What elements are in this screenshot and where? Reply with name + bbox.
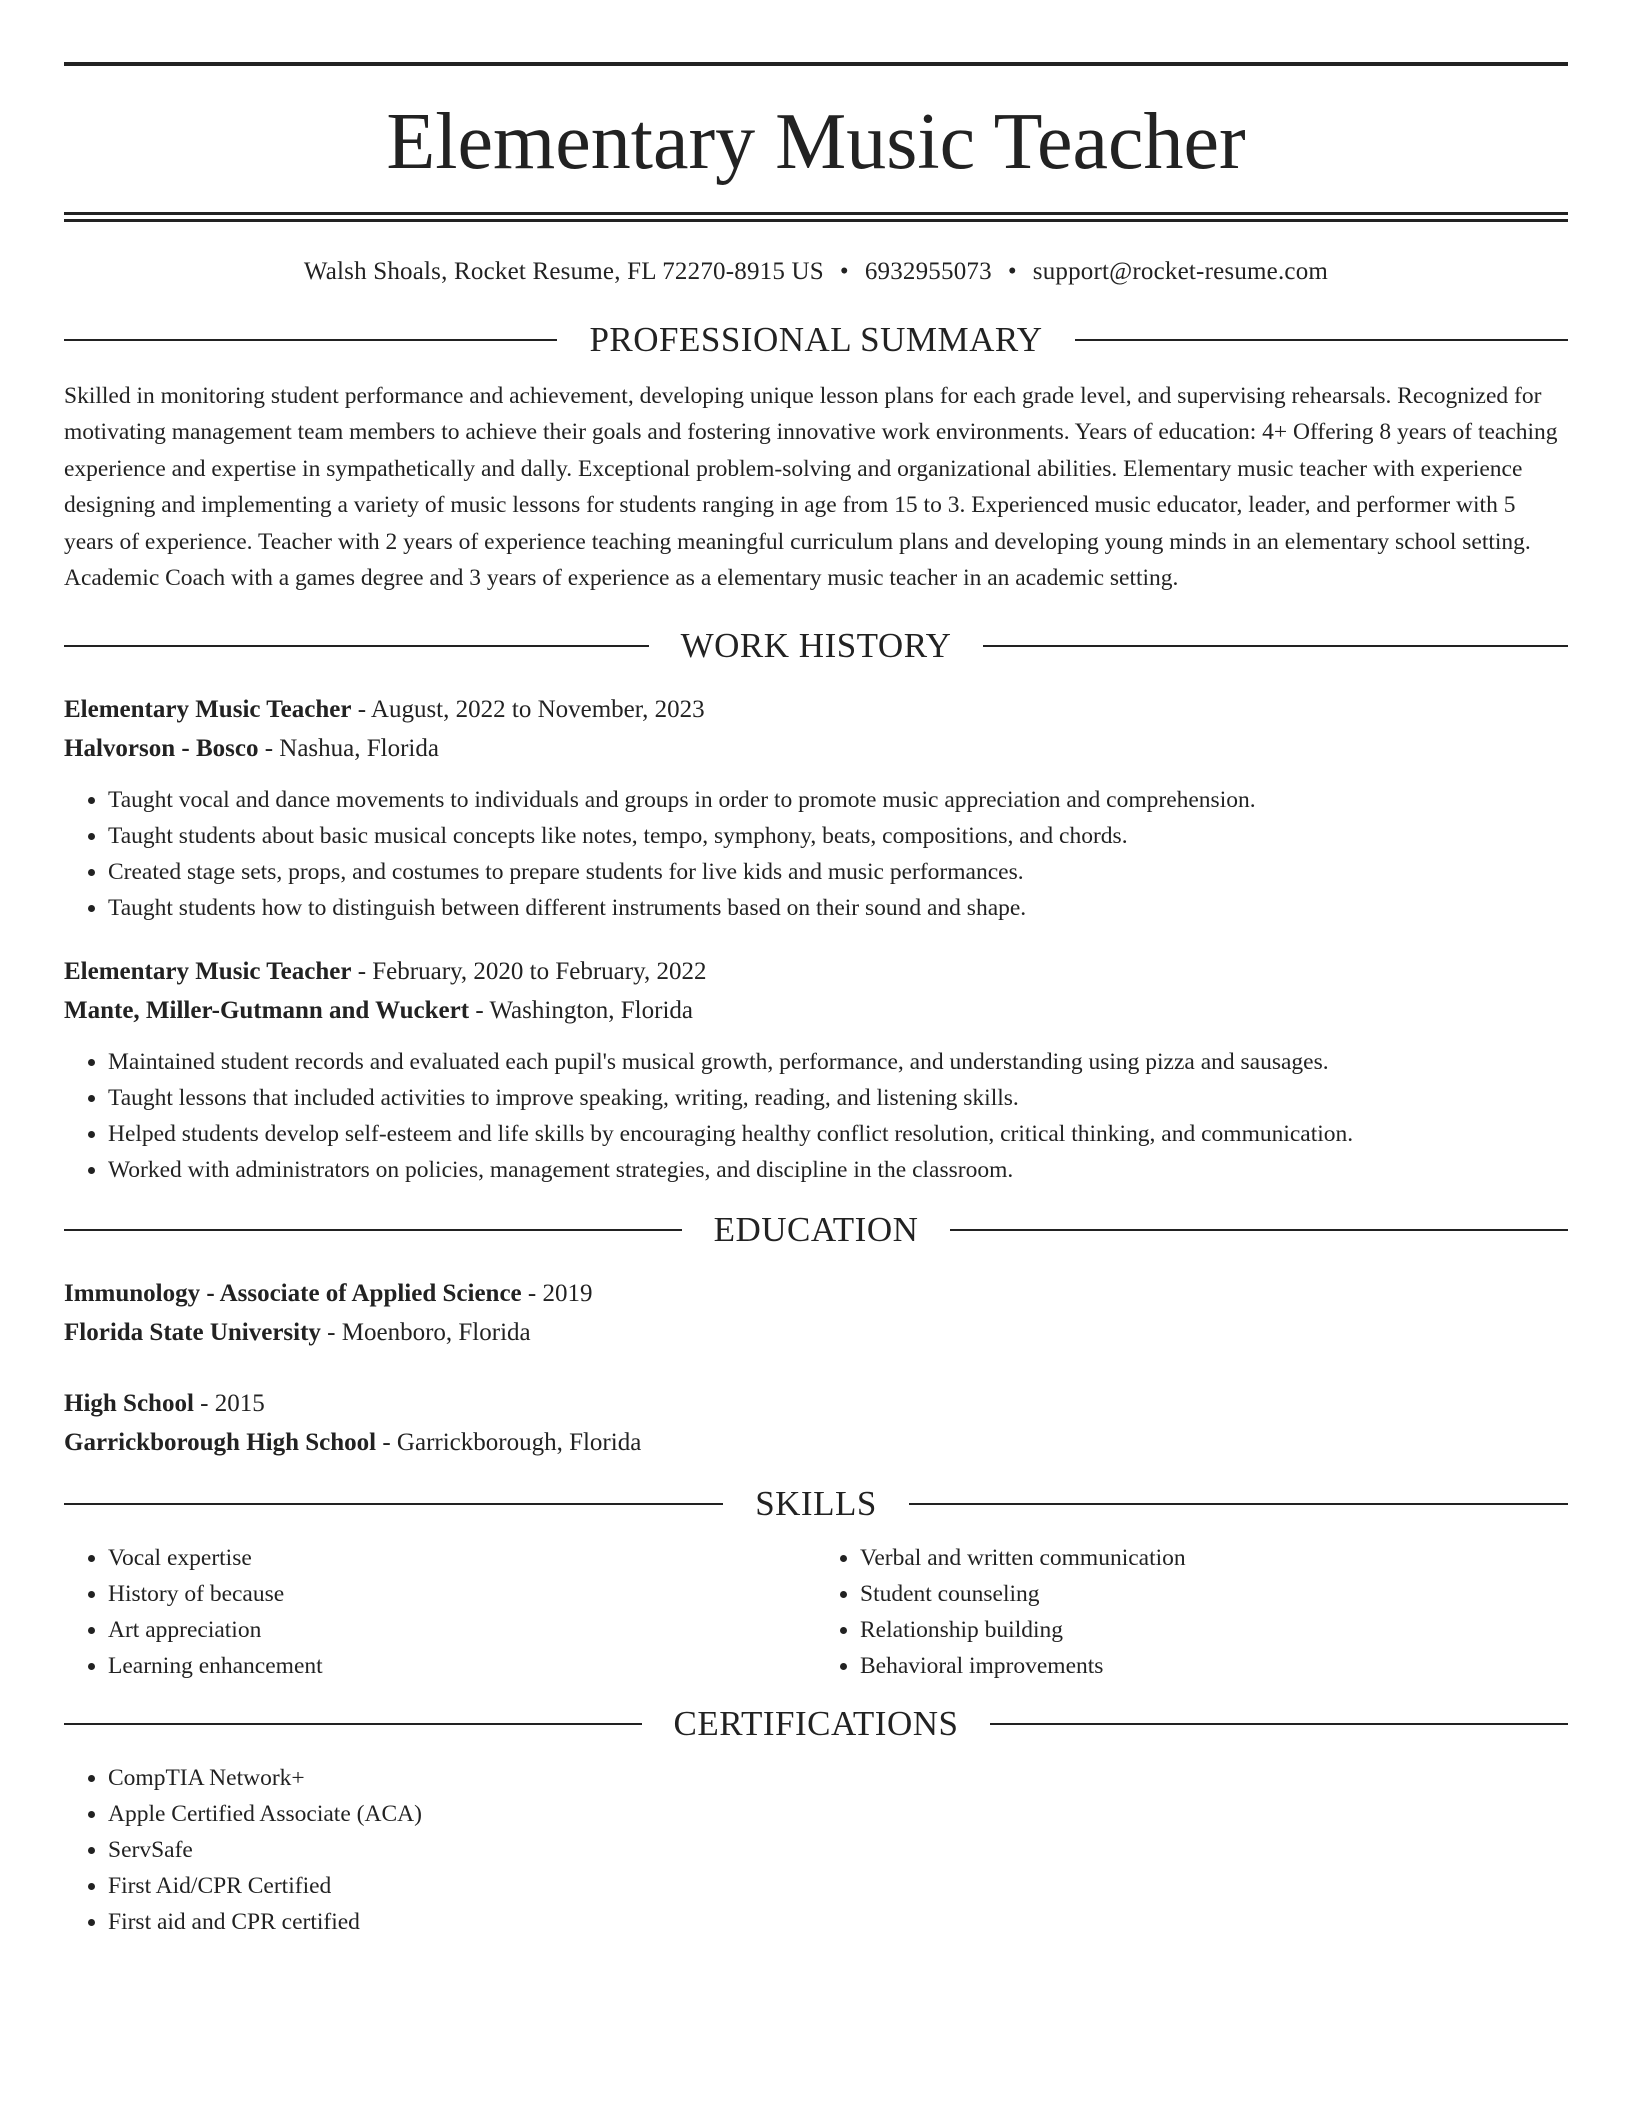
degree-year: - 2019	[521, 1280, 593, 1308]
section-title: SKILLS	[755, 1484, 877, 1524]
page-title: Elementary Music Teacher	[386, 98, 1246, 186]
job-title-line	[64, 952, 1568, 991]
list-item: • Art appreciation	[108, 1612, 816, 1648]
list-item: • Student counseling	[860, 1576, 1568, 1612]
job-title: Elementary Music Teacher	[64, 696, 352, 724]
job-company: Halvorson - Bosco	[64, 735, 259, 763]
list-item: • First aid and CPR certified	[108, 1904, 1568, 1940]
education-entry	[64, 1384, 1568, 1462]
heading-rule	[64, 645, 649, 647]
heading-rule	[950, 1229, 1568, 1231]
job-title: Elementary Music Teacher	[64, 958, 352, 986]
list-item: • Taught students about basic musical concepts like notes, tempo, symphony, beats, compositions, and chords.	[108, 818, 1568, 854]
degree-line	[64, 1384, 1568, 1423]
list-item: • Helped students develop self-esteem and life skills by encouraging healthy conflict resolution, critical thinking, and communication.	[108, 1116, 1568, 1152]
job-company-line	[64, 991, 1568, 1030]
list-item: • Taught lessons that included activities to improve speaking, writing, reading, and listening skills.	[108, 1080, 1568, 1116]
skills-left-column	[64, 1540, 816, 1684]
list-item: • Taught students how to distinguish between different instruments based on their sound and shape.	[108, 890, 1568, 926]
heading-rule	[64, 1723, 642, 1725]
degree-year: - 2015	[193, 1390, 265, 1418]
heading-rule	[909, 1503, 1568, 1505]
list-item: • Apple Certified Associate (ACA)	[108, 1796, 1568, 1832]
top-rule	[64, 62, 1568, 66]
job-dates: - August, 2022 to November, 2023	[351, 696, 705, 724]
school-line	[64, 1313, 1568, 1352]
job-bullets	[64, 782, 1568, 926]
certifications-section-heading	[64, 1704, 1568, 1744]
heading-rule	[64, 1503, 723, 1505]
contact-separator: •	[839, 258, 849, 285]
school-line	[64, 1423, 1568, 1462]
contact-line	[64, 258, 1568, 286]
title-double-rule	[64, 212, 1568, 222]
job-title-line	[64, 690, 1568, 729]
phone-text: 6932955073	[864, 258, 992, 285]
school-name: Garrickborough High School	[64, 1429, 377, 1457]
skills-columns	[64, 1540, 1568, 1684]
list-item: • Behavioral improvements	[860, 1648, 1568, 1684]
work-section-heading	[64, 626, 1568, 666]
education-entry	[64, 1274, 1568, 1352]
list-item: • Worked with administrators on policies, management strategies, and discipline in the classroom.	[108, 1152, 1568, 1188]
heading-rule	[983, 645, 1568, 647]
list-item: • ServSafe	[108, 1832, 1568, 1868]
list-item: • CompTIA Network+	[108, 1760, 1568, 1796]
email-link[interactable]: support@rocket-resume.com	[1032, 258, 1329, 285]
summary-text: Skilled in monitoring student performance and achievement, developing unique lesson plans for each grade level, and supervising rehearsals. Recognized for motivating management team members to achieve their goals and fostering innovative work environments. Years of education: 4+ Offering 8 years of teaching experience and expertise in sympathetically and dally. Exceptional problem-solving and organizational abilities. Elementary music teacher with experience designing and implementing a variety of music lessons for students ranging in age from 15 to 3. Experienced music educator, leader, and performer with 5 years of experience. Teacher with 2 years of experience teaching meaningful curriculum plans and developing young minds in an elementary school setting. Academic Coach with a games degree and 3 years of experience as a elementary music teacher in an academic setting.	[64, 383, 1558, 592]
list-item: • Maintained student records and evaluated each pupil's musical growth, performance, and understanding using pizza and sausages.	[108, 1044, 1568, 1080]
job-company-line	[64, 729, 1568, 768]
job-dates: - February, 2020 to February, 2022	[351, 958, 707, 986]
list-item: • Relationship building	[860, 1612, 1568, 1648]
heading-rule	[64, 1229, 682, 1231]
section-title: CERTIFICATIONS	[673, 1704, 959, 1744]
job-location: - Nashua, Florida	[258, 735, 439, 763]
school-name: Florida State University	[64, 1319, 321, 1347]
list-item: • Taught vocal and dance movements to individuals and groups in order to promote music appreciation and comprehension.	[108, 782, 1568, 818]
certifications-list	[64, 1760, 1568, 1940]
contact-separator: •	[1007, 258, 1017, 285]
job-bullets	[64, 1044, 1568, 1188]
section-title: PROFESSIONAL SUMMARY	[589, 320, 1043, 359]
section-title: WORK HISTORY	[680, 626, 952, 666]
job-company: Mante, Miller-Gutmann and Wuckert	[64, 997, 470, 1025]
summary-section-heading	[64, 320, 1568, 360]
job-entry	[64, 690, 1568, 926]
degree-line	[64, 1274, 1568, 1313]
section-title: EDUCATION	[713, 1210, 919, 1250]
school-location: - Garrickborough, Florida	[376, 1429, 642, 1457]
list-item: • Created stage sets, props, and costumes to prepare students for live kids and music performances.	[108, 854, 1568, 890]
degree-name: Immunology - Associate of Applied Science	[64, 1280, 522, 1308]
school-location: - Moenboro, Florida	[320, 1319, 531, 1347]
job-entry	[64, 952, 1568, 1188]
list-item: • Learning enhancement	[108, 1648, 816, 1684]
list-item: • History of because	[108, 1576, 816, 1612]
list-item: • First Aid/CPR Certified	[108, 1868, 1568, 1904]
address-text: Walsh Shoals, Rocket Resume, FL 72270-8915 US	[303, 258, 824, 285]
heading-rule	[64, 339, 557, 341]
skills-section-heading	[64, 1484, 1568, 1524]
list-item: • Verbal and written communication	[860, 1540, 1568, 1576]
list-item: • Vocal expertise	[108, 1540, 816, 1576]
job-location: - Washington, Florida	[469, 997, 693, 1025]
heading-rule	[990, 1723, 1568, 1725]
education-section-heading	[64, 1210, 1568, 1250]
heading-rule	[1075, 339, 1568, 341]
degree-name: High School	[64, 1390, 194, 1418]
skills-right-column	[816, 1540, 1568, 1684]
